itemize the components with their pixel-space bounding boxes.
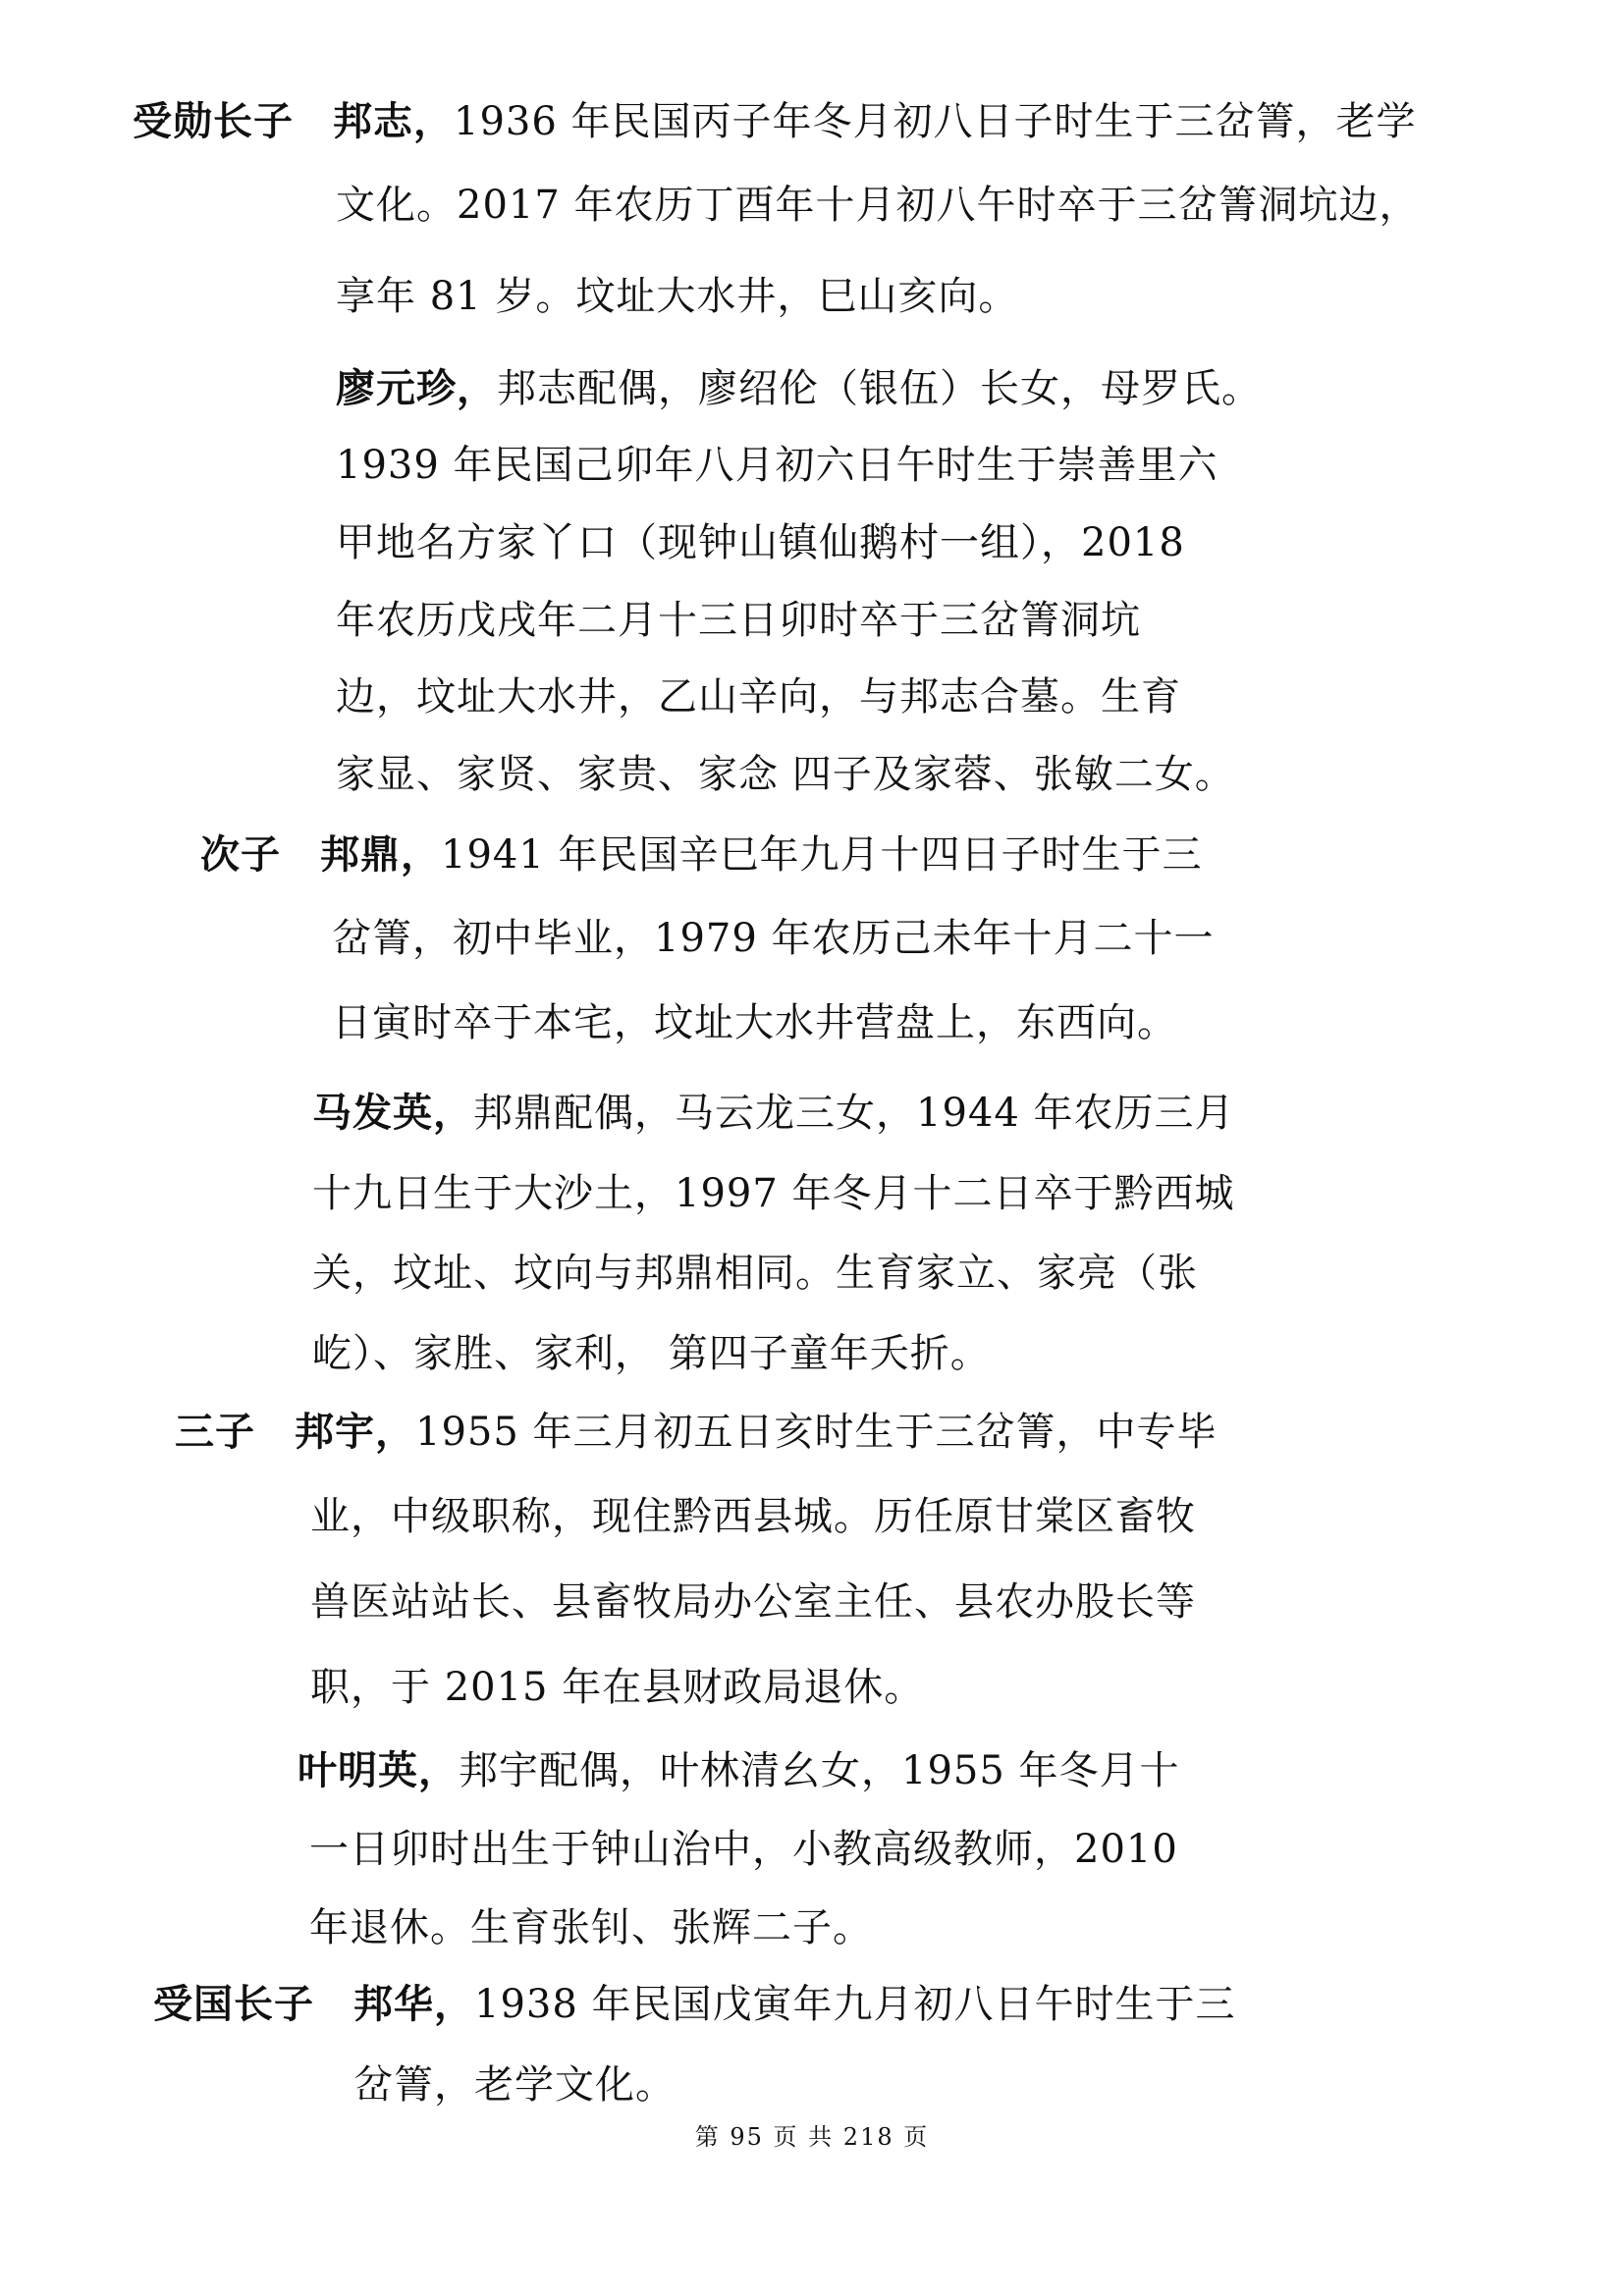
text-line: 岔箐，初中毕业，1979 年农历己未年十月二十一 [332,916,1215,961]
entry-heading [298,1747,1180,1794]
person-name: 邦宇， [295,1410,415,1455]
text-line: 1939 年民国己卯年八月初六日午时生于崇善里六 [336,443,1218,488]
text-line: 邦志配偶，廖绍伦（银伍）长女，母罗氏。 [497,366,1262,411]
text-line: 享年 81 岁。坟址大水井，巳山亥向。 [336,274,1019,319]
text-line: 日寅时卒于本宅，坟址大水井营盘上，东西向。 [332,1000,1177,1045]
text-line: 年退休。生育张钊、张辉二子。 [309,1905,873,1950]
relation-label: 三子 [175,1410,255,1455]
text-line: 边，坟址大水井，乙山辛向，与邦志合墓。生育 [336,674,1181,720]
entry-heading [175,1409,1218,1456]
text-line: 业，中级职称，现住黔西县城。历任原甘棠区畜牧 [310,1494,1196,1539]
text-line: 关，坟址、坟向与邦鼎相同。生育家立、家亮（张 [312,1251,1198,1296]
text-line: 屹）、家胜、家利， 第四子童年夭折。 [312,1331,991,1376]
text-line: 甲地名方家丫口（现钟山镇仙鹅村一组），2018 [336,520,1185,565]
relation-label: 次子 [200,832,281,878]
person-name: 邦鼎， [320,832,441,878]
entry-heading [153,1981,1236,2028]
person-name: 马发英， [312,1091,473,1136]
relation-label: 受勋长子 [133,99,294,144]
text-line: 十九日生于大沙土，1997 年冬月十二日卒于黔西城 [312,1171,1235,1216]
page-number: 第 95 页 共 218 页 [694,2123,930,2151]
person-name: 叶明英， [298,1748,459,1793]
text-line: 1941 年民国辛巳年九月十四日子时生于三 [441,832,1203,878]
text-line: 邦宇配偶，叶林清幺女，1955 年冬月十 [459,1748,1180,1793]
text-line: 一日卯时出生于钟山治中，小教高级教师，2010 [309,1827,1178,1872]
text-line: 1955 年三月初五日亥时生于三岔箐，中专毕 [415,1410,1218,1455]
text-line: 兽医站站长、县畜牧局办公室主任、县农办股长等 [310,1579,1196,1625]
person-name: 邦志， [333,99,454,144]
text-line: 邦鼎配偶，马云龙三女，1944 年农历三月 [473,1091,1235,1136]
text-line: 1936 年民国丙子年冬月初八日子时生于三岔箐，老学 [454,99,1417,144]
entry-heading [133,98,1417,145]
text-line: 年农历戊戌年二月十三日卯时卒于三岔箐洞坑 [336,598,1141,643]
entry-heading [336,365,1262,412]
entry-heading [200,831,1203,879]
text-line: 职，于 2015 年在县财政局退休。 [310,1665,925,1710]
text-line: 家显、家贤、家贵、家念 四子及家蓉、张敏二女。 [336,752,1235,797]
person-name: 邦华， [353,1982,474,2027]
relation-label: 受国长子 [153,1982,314,2027]
text-line: 文化。2017 年农历丁酉年十月初八午时卒于三岔箐洞坑边， [336,183,1420,228]
text-line: 岔箐，老学文化。 [353,2062,676,2108]
entry-heading [312,1090,1235,1137]
text-line: 1938 年民国戊寅年九月初八日午时生于三 [474,1982,1236,2027]
person-name: 廖元珍， [336,366,497,411]
